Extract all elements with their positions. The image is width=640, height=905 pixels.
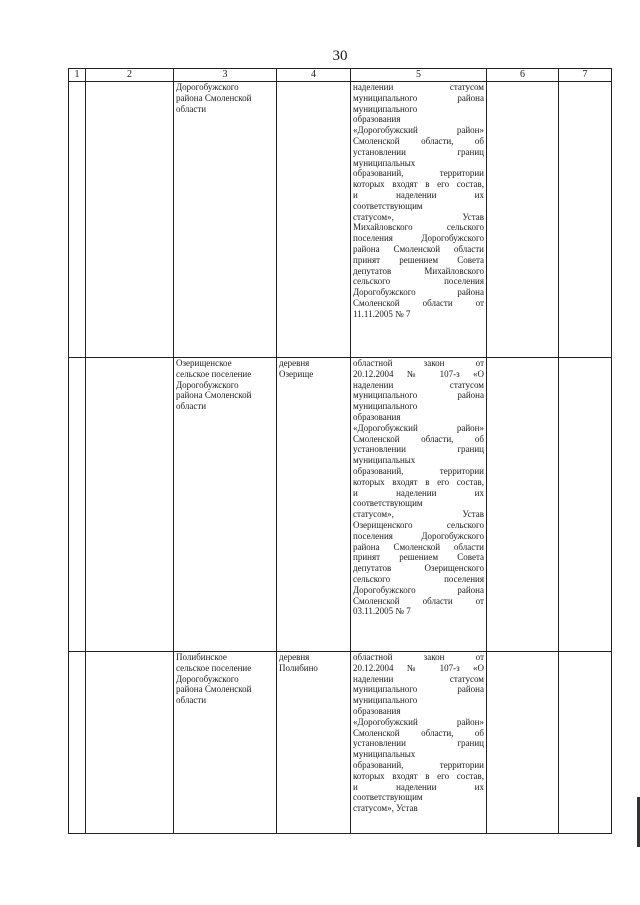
header-col-7: 7 — [559, 69, 612, 82]
text-line: Озерищенское — [176, 358, 232, 368]
text-line: Дорогобужского — [176, 379, 239, 390]
text-line: соответствующим — [353, 200, 423, 211]
header-col-1: 1 — [69, 69, 86, 82]
text-line: района Смоленской — [176, 684, 252, 695]
text-line: соответствующим — [353, 792, 423, 803]
text-line: Смоленской области от — [353, 297, 484, 308]
text-line: статусом», Устав — [353, 803, 418, 814]
text-line: установлении границ — [353, 146, 484, 157]
text-line: муниципального района — [353, 684, 484, 695]
text-line: наделении статусом — [353, 379, 484, 390]
text-line: муниципальных — [353, 455, 416, 466]
text-line: Смоленской области, об — [353, 727, 484, 738]
cell-col6 — [487, 358, 559, 652]
header-col-4: 4 — [277, 69, 351, 82]
cell-col1 — [69, 82, 86, 358]
text-line: образования — [353, 114, 401, 125]
text-line: и наделении их — [353, 781, 484, 792]
text-line: Дорогобужского — [176, 82, 239, 92]
text-line: «Дорогобужский район» — [353, 716, 484, 727]
text-line: деревня — [279, 652, 310, 662]
text-line: которых входят в его состав, — [353, 770, 484, 781]
cell-col7 — [559, 358, 612, 652]
text-line: Дорогобужского — [176, 673, 239, 684]
text-line: сельского поселения — [353, 276, 484, 287]
header-col-3: 3 — [174, 69, 277, 82]
text-line: Дорогобужского района — [353, 584, 484, 595]
settlement-name-cell — [174, 82, 277, 358]
admin-center-cell — [277, 652, 351, 834]
legal-basis-cell — [351, 82, 487, 358]
text-line: 03.11.2005 № 7 — [353, 606, 411, 617]
cell-col6 — [487, 652, 559, 834]
text-line: области — [176, 401, 207, 412]
text-line: Полибинское — [176, 652, 227, 662]
header-col-6: 6 — [487, 69, 559, 82]
text-line: установлении границ — [353, 738, 484, 749]
text-line: статусом», Устав — [353, 509, 484, 520]
text-line: района Смоленской области — [353, 541, 484, 552]
text-line: принят решением Совета — [353, 552, 484, 563]
cell-col2 — [86, 358, 174, 652]
text-line: Озерище — [279, 368, 314, 379]
cell-col1 — [69, 358, 86, 652]
text-line: Озерищенского сельского — [353, 519, 484, 530]
text-line: Смоленской области, об — [353, 433, 484, 444]
text-line: области — [176, 695, 207, 706]
text-line: областной закон от — [353, 358, 484, 368]
cell-col7 — [559, 82, 612, 358]
legal-basis-cell — [351, 652, 487, 834]
settlement-name-cell — [174, 358, 277, 652]
text-line: принят решением Совета — [353, 254, 484, 265]
header-row — [69, 69, 612, 82]
text-line: образований, территории — [353, 168, 484, 179]
text-line: муниципальных — [353, 157, 416, 168]
cell-col7 — [559, 652, 612, 834]
text-line: установлении границ — [353, 444, 484, 455]
text-line: образований, территории — [353, 759, 484, 770]
text-line: «Дорогобужский район» — [353, 422, 484, 433]
text-line: образования — [353, 705, 401, 716]
text-line: соответствующим — [353, 498, 423, 509]
text-line: 20.12.2004 № 107-з «О — [353, 368, 484, 379]
text-line: области — [176, 103, 207, 114]
text-line: сельское поселение — [176, 368, 252, 379]
text-line: областной закон от — [353, 652, 484, 662]
cell-col2 — [86, 82, 174, 358]
text-line: района Смоленской — [176, 390, 252, 401]
text-line: муниципального района — [353, 390, 484, 401]
text-line: образования — [353, 411, 401, 422]
text-line: района Смоленской — [176, 92, 252, 103]
page-number: 30 — [332, 48, 348, 64]
admin-center-cell — [277, 358, 351, 652]
text-line: Смоленской области, об — [353, 135, 484, 146]
text-line: поселения Дорогобужского — [353, 233, 484, 244]
text-line: Михайловского сельского — [353, 222, 484, 233]
text-line: района Смоленской области — [353, 243, 484, 254]
table-row — [69, 652, 612, 834]
cell-col6 — [487, 82, 559, 358]
cell-col2 — [86, 652, 174, 834]
header-col-5: 5 — [351, 69, 487, 82]
text-line: «Дорогобужский район» — [353, 125, 484, 136]
cell-col1 — [69, 652, 86, 834]
text-line: Дорогобужского района — [353, 287, 484, 298]
text-line: муниципального — [353, 401, 418, 412]
text-line: сельское поселение — [176, 662, 252, 673]
table-row — [69, 82, 612, 358]
header-col-2: 2 — [86, 69, 174, 82]
admin-center-cell — [277, 82, 351, 358]
text-line: наделении статусом — [353, 673, 484, 684]
text-line: муниципальных — [353, 749, 416, 760]
text-line: и наделении их — [353, 487, 484, 498]
settlement-name-cell — [174, 652, 277, 834]
text-line: муниципального — [353, 103, 418, 114]
text-line: наделении статусом — [353, 82, 484, 92]
text-line: депутатов Михайловского — [353, 265, 484, 276]
text-line: муниципального района — [353, 92, 484, 103]
text-line: сельского поселения — [353, 573, 484, 584]
text-line: образований, территории — [353, 465, 484, 476]
text-line: Смоленской области от — [353, 595, 484, 606]
table-row — [69, 358, 612, 652]
text-line: 11.11.2005 № 7 — [353, 308, 411, 319]
text-line: деревня — [279, 358, 310, 368]
text-line: 20.12.2004 № 107-з «О — [353, 662, 484, 673]
legal-basis-cell — [351, 358, 487, 652]
text-line: Полибино — [279, 662, 318, 673]
text-line: и наделении их — [353, 189, 484, 200]
text-line: которых входят в его состав, — [353, 476, 484, 487]
municipalities-table — [68, 68, 612, 834]
text-line: поселения Дорогобужского — [353, 530, 484, 541]
text-line: статусом», Устав — [353, 211, 484, 222]
text-line: муниципального — [353, 695, 418, 706]
text-line: которых входят в его состав, — [353, 179, 484, 190]
text-line: депутатов Озерищенского — [353, 563, 484, 574]
